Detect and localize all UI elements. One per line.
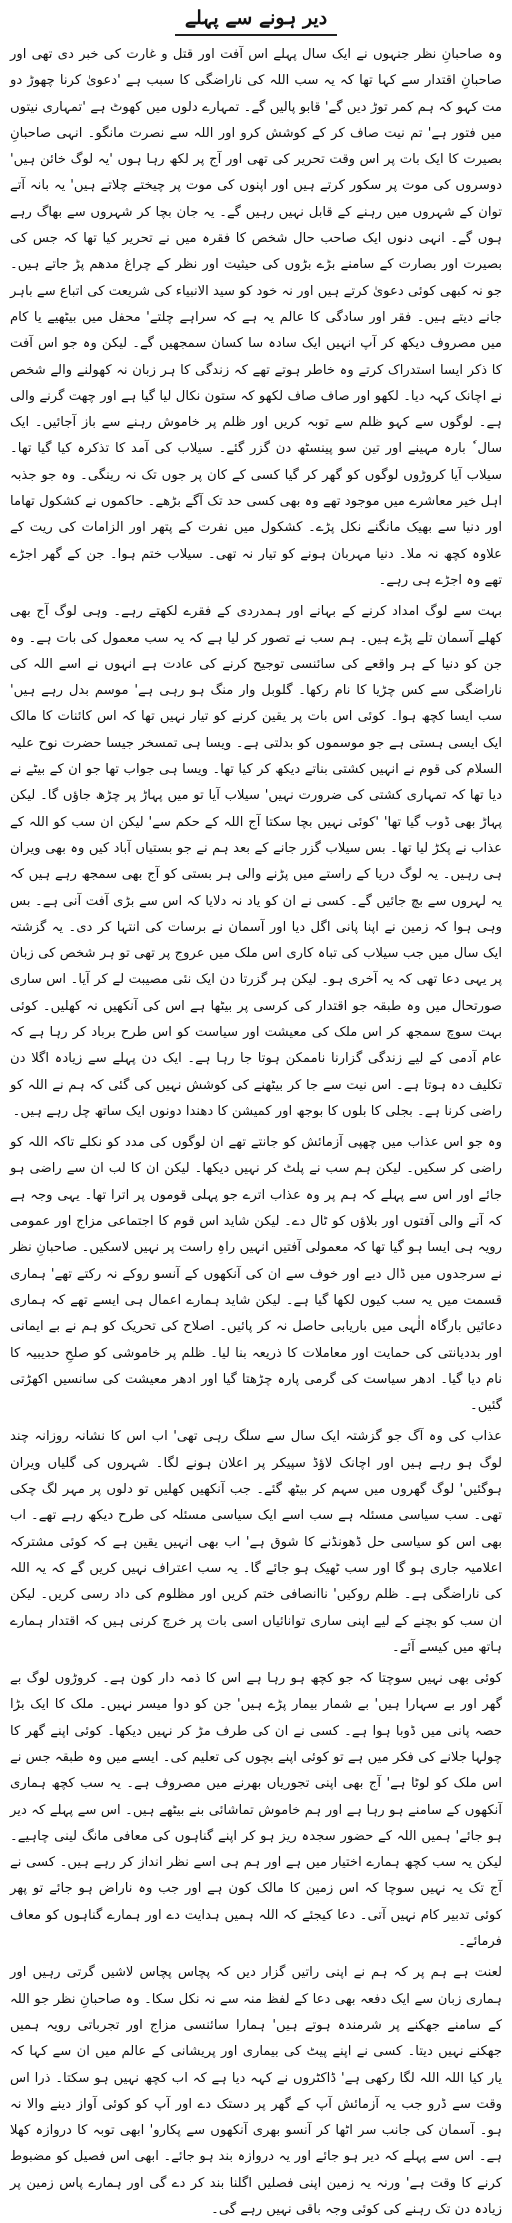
paragraph: عذاب کی وہ آگ جو گزشتہ ایک سال سے سلگ رہی تھی' اب اس کا نشانہ روزانہ چند لوگ ہو رہے ہیں اور اچانک لاؤڈ سپیکر پر اعلان ہونے لگا۔ شہروں کی گلیاں ویران ہوگئیں' لوگ گھروں میں سہم کر بیٹھ گئے۔ جب آنکھیں کھلیں تو دلوں پر مہر لگ چکی تھی۔ سب سیاسی مسئلہ ہے سب اسے ایک سیاسی مسئلہ کی طرح دیکھ رہے تھے۔ اب بھی اس کو سیاسی حل ڈھونڈنے کا شوق ہے' اب بھی انہیں یقین ہے کہ کوئی مشترکہ اعلامیہ جاری ہو گا اور سب ٹھیک ہو جائے گا۔ یہ سب اعتراف نہیں کریں گے کہ یہ اللہ کی ناراضگی ہے۔ ظلم روکیں' ناانصافی ختم کریں اور مظلوم کی داد رسی کریں۔ لیکن ان سب کو بچنے کے لیے اپنی ساری توانائیاں اسی بات پر خرچ کرنی ہیں کہ اقتدار ہمارے ہاتھ میں کیسے آئے۔ [10,1429,502,1655]
article-body [10,42,502,2223]
paragraph: بہت سے لوگ امداد کرنے کے بہانے اور ہمدردی کے فقرے لکھتے رہے۔ وہی لوگ آج بھی کھلے آسمان تلے پڑے ہیں۔ ہم سب نے تصور کر لیا ہے کہ یہ سب معمول کی بات ہے۔ وہ جن کو دنیا کے ہر واقعے کی سائنسی توجیح کرنے کی عادت ہے انہوں نے اسے اللہ کی ناراضگی سے کس چڑیا کا نام رکھا۔ گلوبل وار منگ ہو رہی ہے' موسم بدل رہے ہیں' سب ایسا کچھ ہوا۔ کوئی اس بات پر یقین کرنے کو تیار نہیں تھا کہ اس کائنات کا مالک ایک ایسی ہستی ہے جو موسموں کو بدلتی ہے۔ ویسا ہی تمسخر جیسا حضرت نوح علیہ السلام کی قوم نے انہیں کشتی بناتے دیکھ کر کیا تھا۔ ویسا ہی جواب تھا جو ان کے بیٹے نے دیا تھا کہ تمہاری کشتی کی ضرورت نہیں' سیلاب آیا تو میں پہاڑ پر چڑھ جاؤں گا۔ لیکن پہاڑ بھی ڈوب گیا تھا' 'کوئی نہیں بچا سکتا آج اللہ کے حکم سے' لیکن ان سب کو اللہ کے عذاب نے پکڑ لیا تھا۔ بس سیلاب گزر جانے کے بعد ہم نے جو بستیاں آباد کیں وہ بھی ویران ہی رہیں۔ یہ لوگ دریا کے راستے میں پڑنے والی ہر بستی کو آج بھی سمجھ رہے ہیں کہ یہ لہروں سے بچ جائیں گے۔ کسی نے ان کو یاد نہ دلایا کہ اس سے بڑی آفت آنی ہے۔ بس وہی ہوا کہ زمین نے اپنا پانی اگل دیا اور آسمان نے برسات کی انتہا کر دی۔ یہ گزشتہ ایک سال میں جب سیلاب کی تباہ کاری اس ملک میں عروج پر تھی تو ہر شخص کی زبان پر یہی دعا تھی کہ یہ آخری ہو۔ لیکن ہر گزرتا دن ایک نئی مصیبت لے کر آیا۔ اس ساری صورتحال میں وہ طبقہ جو اقتدار کی کرسی پر بیٹھا ہے اس کی آنکھیں نہ کھلیں۔ کوئی بہت سوچ سمجھ کر اس ملک کی معیشت اور سیاست کو اس طرح برباد کر رہا ہے کہ عام آدمی کے لیے زندگی گزارنا ناممکن ہوتا جا رہا ہے۔ ایک دن پہلے سے زیادہ اگلا دن تکلیف دہ ہوتا ہے۔ اس نیت سے جا کر بیٹھنے کی کوشش نہیں کی گئی کہ ہم نے اللہ کو راضی کرنا ہے۔ بجلی کا بلوں کا بوجھ اور کمیشن کا دھندا دونوں ایک ساتھ چل رہے ہیں۔ [10,604,502,1119]
paragraph: وہ جو اس عذاب میں چھپی آزمائش کو جانتے تھے ان لوگوں کی مدد کو نکلے تاکہ اللہ کو راضی کر سکیں۔ لیکن ہم سب نے پلٹ کر نہیں دیکھا۔ لیکن ان کا لب ان سے راضی ہو جائے اور اس سے پہلے کہ ہم پر وہ عذاب اترے جو پہلی قوموں پر اترا تھا۔ یہی وجہ ہے کہ آنے والی آفتوں اور بلاؤں کو ٹال دے۔ لیکن شاید اس قوم کا اجتماعی مزاج اور عمومی رویہ ہی ایسا ہو گیا تھا کہ معمولی آفتیں انہیں راہِ راست پر نہیں لاسکیں۔ صاحبانِ نظر نے سرجدوں میں ڈال دیے اور خوف سے ان کی آنکھوں کے آنسو روکے نہ رکتے تھے' ہماری قسمت میں یہ سب کیوں لکھا گیا ہے۔ لیکن شاید ہمارے اعمال ہی ایسے تھے کہ ہماری دعائیں بارگاہ الٰہی میں باریابی حاصل نہ کر پائیں۔ اصلاح کی تحریک کو ہم نے بے ایمانی اور بددیانتی کی حمایت اور معاملات کا ذریعہ بنا لیا۔ ظلم پر خاموشی کو صلحِ حدیبیہ کا نام دیا گیا۔ ادھر سیاست کی گرمی پارہ چڑھتا گیا اور ادھر معیشت کی سانسیں اکھڑتی گئیں۔ [10,1135,502,1414]
headline-container [10,4,502,36]
paragraph: کوئی بھی نہیں سوچتا کہ جو کچھ ہو رہا ہے اس کا ذمہ دار کون ہے۔ کروڑوں لوگ بے گھر اور بے سہارا ہیں' بے شمار بیمار پڑے ہیں' جن کو دوا میسر نہیں۔ ملک کا ایک بڑا حصہ پانی میں ڈوبا ہوا ہے۔ کسی نے ان کی طرف مڑ کر نہیں دیکھا۔ کوئی اپنے گھر کا چولہا جلانے کی فکر میں ہے تو کوئی اپنے بچوں کی تعلیم کی۔ ایسے میں وہ طبقہ جس نے اس ملک کو لوٹا ہے' آج بھی اپنی تجوریاں بھرنے میں مصروف ہے۔ یہ سب کچھ ہماری آنکھوں کے سامنے ہو رہا ہے اور ہم خاموش تماشائی بنے بیٹھے ہیں۔ اس سے پہلے کہ دیر ہو جائے' ہمیں اللہ کے حضور سجدہ ریز ہو کر اپنے گناہوں کی معافی مانگ لینی چاہیے۔ لیکن یہ سب کچھ ہمارے اختیار میں ہے اور ہم ہی اسے نظر انداز کر رہے ہیں۔ کسی نے آج تک یہ نہیں سوچا کہ اس زمین کا مالک کون ہے اور جب وہ ناراض ہو جائے تو پھر کوئی تدبیر کام نہیں آتی۔ دعا کیجئے کہ اللہ ہمیں ہدایت دے اور ہمارے گناہوں کو معاف فرمائے۔ [10,1671,502,1950]
headline: دیر ہونے سے پہلے [175,4,337,36]
paragraph: وہ صاحبانِ نظر جنہوں نے ایک سال پہلے اس آفت اور قتل و غارت کی خبر دی تھی اور صاحبانِ اقتدار سے کہا تھا کہ یہ سب اللہ کی ناراضگی کا سبب ہے 'دعویٰ کرنا چھوڑ دو مت کہو کہ ہم کمر توڑ دیں گے' قابو پالیں گے۔ تمہارے دلوں میں کھوٹ ہے 'تمہاری نیتوں میں فتور ہے' تم نیت صاف کر کے کوشش کرو اور اللہ سے نصرت مانگو۔ انہی صاحبانِ بصیرت کا ایک بات پر اس وقت تحریر کی تھی اور آج پر لکھ رہا ہوں 'یہ لوگ خائن ہیں' دوسروں کی موت پر سکور کرتے ہیں اور اپنوں کی موت پر چیختے چلاتے ہیں' یہ بانہ آتے توان کے شہروں میں رہنے کے قابل نہیں رہیں گے۔ یہ جان بچا کر شہروں سے بھاگ رہے ہوں گے۔ انہی دنوں ایک صاحب حال شخص کا فقرہ میں نے تحریر کیا تھا کہ جس کی بصیرت اور بصارت کے سامنے بڑے بڑوں کی حیثیت اور نظر کے چراغ مدھم پڑ جاتے ہیں۔ جو نہ کبھی کوئی دعویٰ کرتے ہیں اور نہ خود کو سید الانبیاء کی شریعت کی اتباع سے باہر جانے دیتے ہیں۔ فقر اور سادگی کا عالم یہ ہے کہ سراہے چلتے' محفل میں بیٹھیے یا کام میں مصروف دیکھ کر آپ انہیں ایک سادہ سا کسان سمجھیں گے۔ لیکن وہ جو اس آفت کا ذکر ایسا استدراک کرتے وہ خاطر ہوتے تھے کہ زندگی کا ہر زبان نہ کھولنے والے شخص نے اچانک کہہ دیا۔ لکھو اور صاف صاف لکھو کہ ستون نکال لیا گیا ہے اور چھت گرنے والی ہے۔ لوگوں سے کہو ظلم سے توبہ کریں اور ظلم پر خاموش رہنے سے باز آجائیں۔ ایک سال ٗ بارہ مہینے اور تین سو پینسٹھ دن گزر گئے۔ سیلاب کی آمد کا تذکرہ کیا گیا تھا۔ سیلاب آیا کروڑوں لوگوں کو گھر کر گیا کسی کے کان پر جوں تک نہ رینگی۔ وہ جو جذبہ اہل خیر معاشرے میں موجود تھے وہ بھی کسی حد تک آگے بڑھے۔ حاکموں نے کشکول تھاما اور دنیا سے بھیک مانگنے نکل پڑے۔ کشکول میں نفرت کے پتھر اور الزامات کی ریت کے علاوہ کچھ نہ ملا۔ دنیا مہربان ہونے کو تیار نہ تھی۔ سیلاب ختم ہوا۔ جن کے گھر اجڑے تھے وہ اجڑے ہی رہے۔ [10,47,502,588]
paragraph: لعنت ہے ہم پر کہ ہم نے اپنی راتیں گزار دیں کہ پچاس پچاس لاشیں گرتی رہیں اور ہماری زبان سے ایک دفعہ بھی دعا کے لفظ منہ سے نہ نکل سکا۔ وہ صاحبانِ نظر جو اللہ کے سامنے جھکنے پر شرمندہ ہوتے ہیں' ہمارا سائنسی مزاج اور تجرباتی رویہ ہمیں جھکنے نہیں دیتا۔ کسی نے اپنے پیٹ کی بیماری اور پریشانی کے عالم میں ان سے کہا کہ یار کیا اللہ اللہ لگا رکھی ہے' ڈاکٹروں نے کہہ دیا ہے کہ اب کچھ نہیں ہو سکتا۔ ذرا اس وقت سے ڈرو جب یہ آزمائش آپ کے گھر پر دستک دے اور آپ کو کوئی آواز دینے والا نہ ہو۔ آسمان کی جانب سر اٹھا کر آنسو بھری آنکھوں سے پکارو' ابھی توبہ کا دروازہ کھلا ہے۔ اس سے پہلے کہ دیر ہو جائے اور یہ دروازہ بند ہو جائے۔ ابھی اس فصیل کو مضبوط کرنے کا وقت ہے' ورنہ یہ زمین اپنی فصلیں اگلنا بند کر دے گی اور ہمارے پاس زمین پر زیادہ دن تک رہنے کی کوئی وجہ باقی نہیں رہے گی۔ [10,1965,502,2218]
